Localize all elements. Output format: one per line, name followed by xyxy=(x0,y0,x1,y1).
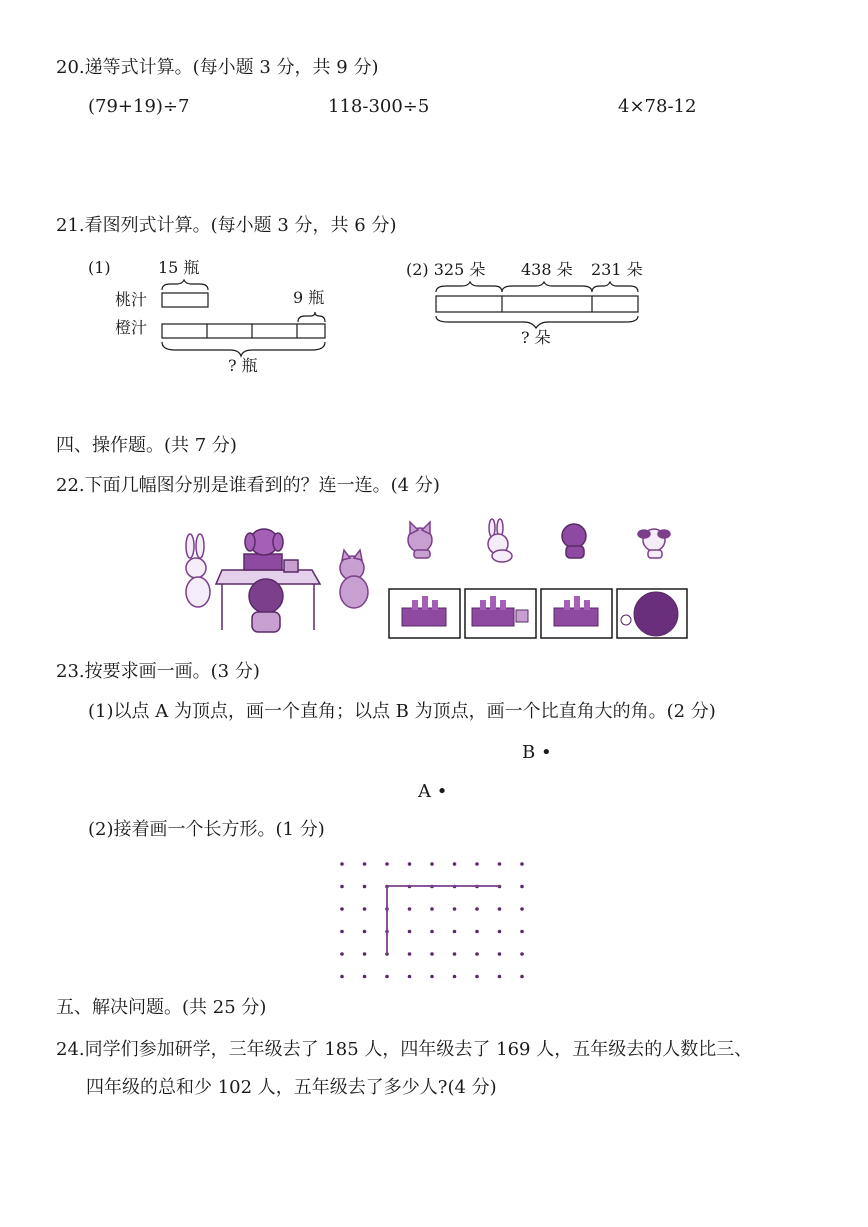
q21-p1-top-label: 15 瓶 xyxy=(158,258,200,277)
rabbit-head-icon xyxy=(488,519,512,562)
rabbit-picture xyxy=(186,534,210,607)
q21-p2-bar xyxy=(436,296,638,312)
view-box-2[interactable] xyxy=(465,589,536,638)
q24-line-2: 四年级的总和少 102 人，五年级去了多少人?(4 分) xyxy=(86,1077,497,1098)
grid-dot[interactable] xyxy=(385,862,389,866)
section-4-title: 四、操作题。(共 7 分) xyxy=(56,435,237,456)
grid-dot[interactable] xyxy=(340,907,344,911)
grid-dot[interactable] xyxy=(520,907,524,911)
q21-p2-brace-c xyxy=(592,282,638,292)
q21-p1-segment-diagram xyxy=(155,280,335,360)
grid-dot[interactable] xyxy=(475,862,479,866)
grid-dot[interactable] xyxy=(498,975,502,979)
child-picture xyxy=(249,579,283,632)
grid-dot[interactable] xyxy=(340,975,344,979)
grid-dot[interactable] xyxy=(340,952,344,956)
grid-dot[interactable] xyxy=(453,907,457,911)
q21-p1-peach-bar xyxy=(162,293,208,307)
q23-part-1: (1)以点 A 为顶点，画一个直角；以点 B 为顶点，画一个比直角大的角。(2 分) xyxy=(88,701,716,722)
q21-p2-segment-diagram xyxy=(432,282,652,332)
grid-dot[interactable] xyxy=(363,907,367,911)
dog-head-icon xyxy=(638,529,670,558)
point-a-label: A • xyxy=(418,781,448,802)
grid-dot[interactable] xyxy=(453,862,457,866)
grid-dot[interactable] xyxy=(363,930,367,934)
q21-p2-bottom-label: ? 朵 xyxy=(521,328,551,347)
grid-dot[interactable] xyxy=(520,885,524,889)
grid-dot[interactable] xyxy=(475,907,479,911)
grid-dot[interactable] xyxy=(498,862,502,866)
grid-dot[interactable] xyxy=(408,862,412,866)
dog-picture xyxy=(245,529,283,555)
grid-dot[interactable] xyxy=(520,930,524,934)
q23-title: 23.按要求画一画。(3 分) xyxy=(56,661,260,682)
grid-dot[interactable] xyxy=(520,862,524,866)
q21-p1-right-brace xyxy=(298,312,325,322)
view-box-1[interactable] xyxy=(389,589,460,638)
grid-dot[interactable] xyxy=(408,975,412,979)
grid-dot[interactable] xyxy=(363,885,367,889)
q23-part-2: (2)接着画一个长方形。(1 分) xyxy=(88,819,325,840)
grid-dot[interactable] xyxy=(340,930,344,934)
q22-view-boxes xyxy=(388,588,688,640)
grid-dot[interactable] xyxy=(363,952,367,956)
grid-dot[interactable] xyxy=(453,930,457,934)
point-b-label: B • xyxy=(522,742,552,763)
q20-expr-3: 4×78-12 xyxy=(618,96,697,117)
q21-p2-bottom-brace xyxy=(436,316,638,328)
cat-head-icon xyxy=(408,522,432,558)
q20-expr-1: (79+19)÷7 xyxy=(88,96,190,117)
q20-title: 20.递等式计算。(每小题 3 分，共 9 分) xyxy=(56,57,379,78)
grid-dot[interactable] xyxy=(430,975,434,979)
grid-dot[interactable] xyxy=(408,952,412,956)
grid-dot[interactable] xyxy=(475,952,479,956)
grid-dot[interactable] xyxy=(475,930,479,934)
grid-dot[interactable] xyxy=(430,862,434,866)
grid-dot[interactable] xyxy=(385,975,389,979)
view-box-3[interactable] xyxy=(541,589,612,638)
grid-dot[interactable] xyxy=(363,862,367,866)
q21-p1-top-brace xyxy=(162,280,208,290)
q21-p1-row2-label: 橙汁 xyxy=(115,318,148,337)
q22-scene-illustration xyxy=(172,522,382,642)
grid-dot[interactable] xyxy=(498,930,502,934)
grid-dot[interactable] xyxy=(453,952,457,956)
grid-dot[interactable] xyxy=(475,975,479,979)
q21-title: 21.看图列式计算。(每小题 3 分，共 6 分) xyxy=(56,215,397,236)
grid-dot[interactable] xyxy=(430,907,434,911)
grid-dot[interactable] xyxy=(340,862,344,866)
q21-p1-bottom-brace xyxy=(162,342,325,356)
grid-dot[interactable] xyxy=(363,975,367,979)
grid-dot[interactable] xyxy=(498,907,502,911)
cat-picture xyxy=(340,550,368,608)
view-box-4[interactable] xyxy=(617,589,687,638)
q21-p1-row1-label: 桃汁 xyxy=(115,290,148,309)
section-5-title: 五、解决问题。(共 25 分) xyxy=(56,997,267,1018)
dot-grid[interactable] xyxy=(334,852,534,982)
grid-dot[interactable] xyxy=(430,952,434,956)
q21-p1-label: (1) xyxy=(88,258,111,277)
q24-line-1: 24.同学们参加研学，三年级去了 185 人，四年级去了 169 人，五年级去的人数比三、 xyxy=(56,1039,753,1060)
grid-dot[interactable] xyxy=(453,975,457,979)
q20-expr-2: 118-300÷5 xyxy=(328,96,430,117)
grid-dot[interactable] xyxy=(498,952,502,956)
q22-title: 22.下面几幅图分别是谁看到的？连一连。(4 分) xyxy=(56,475,440,496)
grid-dot[interactable] xyxy=(520,975,524,979)
q22-animal-heads xyxy=(398,516,698,566)
q21-p1-bottom-label: ? 瓶 xyxy=(228,356,258,375)
q21-p2-label-a: (2) 325 朵 xyxy=(406,260,486,279)
q21-p2-brace-a xyxy=(436,282,502,292)
q21-p1-right-label: 9 瓶 xyxy=(293,288,325,307)
grid-dot[interactable] xyxy=(520,952,524,956)
grid-dot[interactable] xyxy=(430,930,434,934)
q21-p2-brace-b xyxy=(502,282,592,292)
q21-p1-orange-bar xyxy=(162,324,325,338)
grid-dot[interactable] xyxy=(408,930,412,934)
q21-p2-label-c: 231 朵 xyxy=(591,260,643,279)
grid-dot[interactable] xyxy=(340,885,344,889)
grid-dot[interactable] xyxy=(408,907,412,911)
q21-p2-label-b: 438 朵 xyxy=(521,260,573,279)
child-head-icon xyxy=(562,524,586,558)
